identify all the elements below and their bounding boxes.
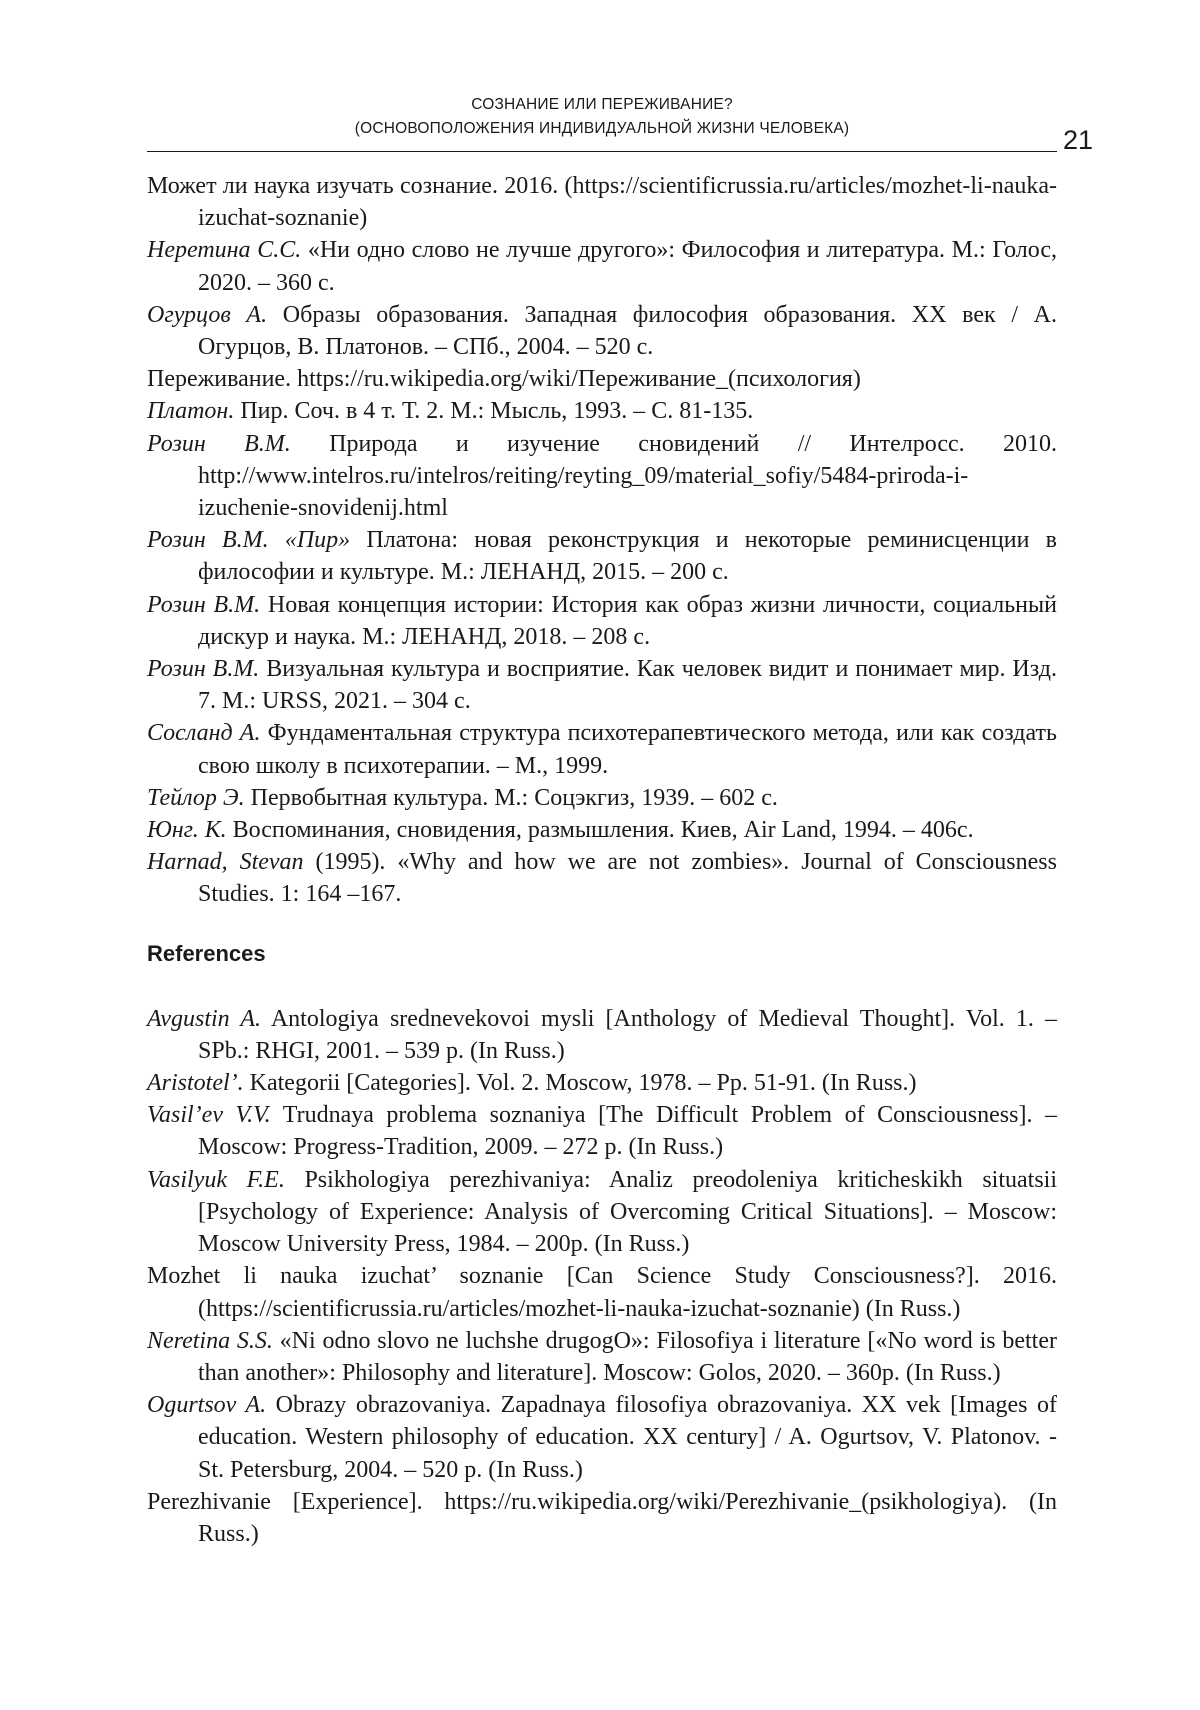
entry-author: Тейлор Э. bbox=[147, 784, 245, 811]
bibliography-entry bbox=[147, 299, 1057, 363]
entry-text: «Ni odno slovo ne luchshe drugogO»: Filosofiya i literature [«No word is better than another»: Philosophy and literature]. Moscow: Golos, 2020. – 360p. (In Russ.) bbox=[198, 1327, 1057, 1386]
running-head-subtitle: (ОСНОВОПОЛОЖЕНИЯ ИНДИВИДУАЛЬНОЙ ЖИЗНИ ЧЕЛОВЕКА) bbox=[354, 120, 850, 137]
bibliography-entry bbox=[147, 589, 1057, 653]
bibliography-entry bbox=[147, 846, 1057, 910]
page-body bbox=[147, 170, 1057, 1550]
entry-author: Платон. bbox=[147, 398, 235, 425]
entry-text: «Ни одно слово не лучше другого»: Философия и литература. М.: Голос, 2020. – 360 с. bbox=[198, 237, 1057, 296]
entry-author: Юнг. К. bbox=[147, 817, 227, 844]
bibliography-entry bbox=[147, 524, 1057, 588]
entry-author: Сосланд А. bbox=[147, 720, 261, 747]
reference-entry bbox=[147, 1164, 1057, 1261]
entry-text: Природа и изучение сновидений // Интелросс. 2010. http://www.intelros.ru/intelros/reiting/reyting_09/material_sofiy/5484-priroda-i-izuchenie-snovidenij.html bbox=[198, 430, 1057, 522]
entry-text: Воспоминания, сновидения, размышления. Киев, Air Land, 1994. – 406с. bbox=[226, 817, 974, 844]
entry-author: Harnad, Stevan bbox=[147, 849, 304, 876]
entry-author: Розин В.М. «Пир» bbox=[147, 527, 351, 554]
reference-entry bbox=[147, 1325, 1057, 1389]
running-head bbox=[147, 93, 1057, 141]
entry-text: Antologiya srednevekovoi mysli [Anthology of Medieval Thought]. Vol. 1. – SPb.: RHGI, 2001. – 539 p. (In Russ.) bbox=[198, 1005, 1058, 1064]
entry-author: Vasilyuk F.E. bbox=[147, 1166, 285, 1193]
bibliography-entry bbox=[147, 717, 1057, 781]
entry-text: Новая концепция истории: История как образ жизни личности, социальный дискур и наука. М.: ЛЕНАНД, 2018. – 208 с. bbox=[198, 591, 1057, 650]
entry-author: Vasil’ev V.V. bbox=[147, 1102, 271, 1129]
bibliography-entry bbox=[147, 782, 1057, 814]
entry-author: Aristotel’. bbox=[147, 1070, 244, 1097]
page-number: 21 bbox=[1063, 125, 1094, 155]
entry-author: Розин В.М. bbox=[147, 591, 261, 618]
entry-author: Neretina S.S. bbox=[147, 1327, 273, 1354]
running-head-title: СОЗНАНИЕ ИЛИ ПЕРЕЖИВАНИЕ? bbox=[471, 96, 733, 113]
entry-text: Perezhivanie [Experience]. https://ru.wikipedia.org/wiki/Perezhivanie_(psikhologiya). (In Russ.) bbox=[147, 1488, 1057, 1547]
entry-text: Первобытная культура. М.: Соцэкгиз, 1939. – 602 с. bbox=[244, 784, 778, 811]
entry-text: (1995). «Why and how we are not zombies». Journal of Consciousness Studies. 1: 164 –167. bbox=[198, 849, 1057, 908]
entry-author: Розин В.М. bbox=[147, 430, 291, 457]
bibliography-entry bbox=[147, 395, 1057, 427]
reference-entry bbox=[147, 1260, 1057, 1324]
entry-text: Фундаментальная структура психотерапевтического метода, или как создать свою школу в психотерапии. – М., 1999. bbox=[198, 720, 1057, 779]
reference-entry bbox=[147, 1099, 1057, 1163]
entry-text: Kategorii [Categories]. Vol. 2. Moscow, 1978. – Pp. 51-91. (In Russ.) bbox=[243, 1070, 917, 1097]
entry-text: Визуальная культура и восприятие. Как человек видит и понимает мир. Изд. 7. М.: URSS, 2021. – 304 с. bbox=[198, 656, 1057, 715]
entry-text: Trudnaya problema soznaniya [The Difficult Problem of Consciousness]. – Moscow: Progress-Tradition, 2009. – 272 p. (In Russ.) bbox=[198, 1102, 1057, 1161]
bibliography-list bbox=[147, 170, 1057, 911]
entry-text: Платона: новая реконструкция и некоторые реминисценции в философии и культуре. М.: ЛЕНАНД, 2015. – 200 с. bbox=[198, 527, 1057, 586]
reference-entry bbox=[147, 1003, 1057, 1067]
entry-text: Mozhet li nauka izuchat’ soznanie [Can Science Study Consciousness?]. 2016. (https://scientificrussia.ru/articles/mozhet-li-nauka-izuchat-soznanie) (In Russ.) bbox=[147, 1263, 1057, 1322]
bibliography-entry bbox=[147, 363, 1057, 395]
bibliography-entry bbox=[147, 234, 1057, 298]
bibliography-entry bbox=[147, 170, 1057, 234]
entry-text: Переживание. https://ru.wikipedia.org/wiki/Переживание_(психология) bbox=[147, 366, 861, 393]
bibliography-entry bbox=[147, 653, 1057, 717]
entry-author: Неретина С.С. bbox=[147, 237, 302, 264]
entry-author: Avgustin A. bbox=[147, 1005, 262, 1032]
entry-author: Ogurtsov A. bbox=[147, 1392, 267, 1419]
entry-text: Psikhologiya perezhivaniya: Analiz preodoleniya kriticheskikh situatsii [Psychology of Experience: Analysis of Overcoming Critical Situations]. – Moscow: Moscow University Press, 1984. – 200p. (In Russ.) bbox=[198, 1166, 1057, 1258]
entry-author: Огурцов А. bbox=[147, 301, 268, 328]
entry-text: Образы образования. Западная философия образования. XX век / А. Огурцов, В. Платонов. – СПб., 2004. – 520 с. bbox=[198, 301, 1058, 361]
header-rule bbox=[147, 151, 1057, 152]
references-list bbox=[147, 1003, 1057, 1550]
bibliography-entry bbox=[147, 814, 1057, 846]
bibliography-entry bbox=[147, 428, 1057, 525]
entry-author: Розин В.М. bbox=[147, 656, 260, 683]
reference-entry bbox=[147, 1389, 1057, 1486]
entry-text: Пир. Соч. в 4 т. Т. 2. М.: Мысль, 1993. – С. 81-135. bbox=[234, 398, 754, 425]
references-heading: References bbox=[147, 940, 266, 966]
reference-entry bbox=[147, 1486, 1057, 1550]
entry-text: Может ли наука изучать сознание. 2016. (https://scientificrussia.ru/articles/mozhet-li-nauka-izuchat-soznanie) bbox=[147, 173, 1057, 232]
reference-entry bbox=[147, 1067, 1057, 1099]
entry-text: Obrazy obrazovaniya. Zapadnaya filosofiya obrazovaniya. XX vek [Images of education. Western philosophy of education. XX century] / A. Ogurtsov, V. Platonov. - St. Petersburg, 2004. – 520 p. (In Russ.) bbox=[198, 1392, 1057, 1483]
